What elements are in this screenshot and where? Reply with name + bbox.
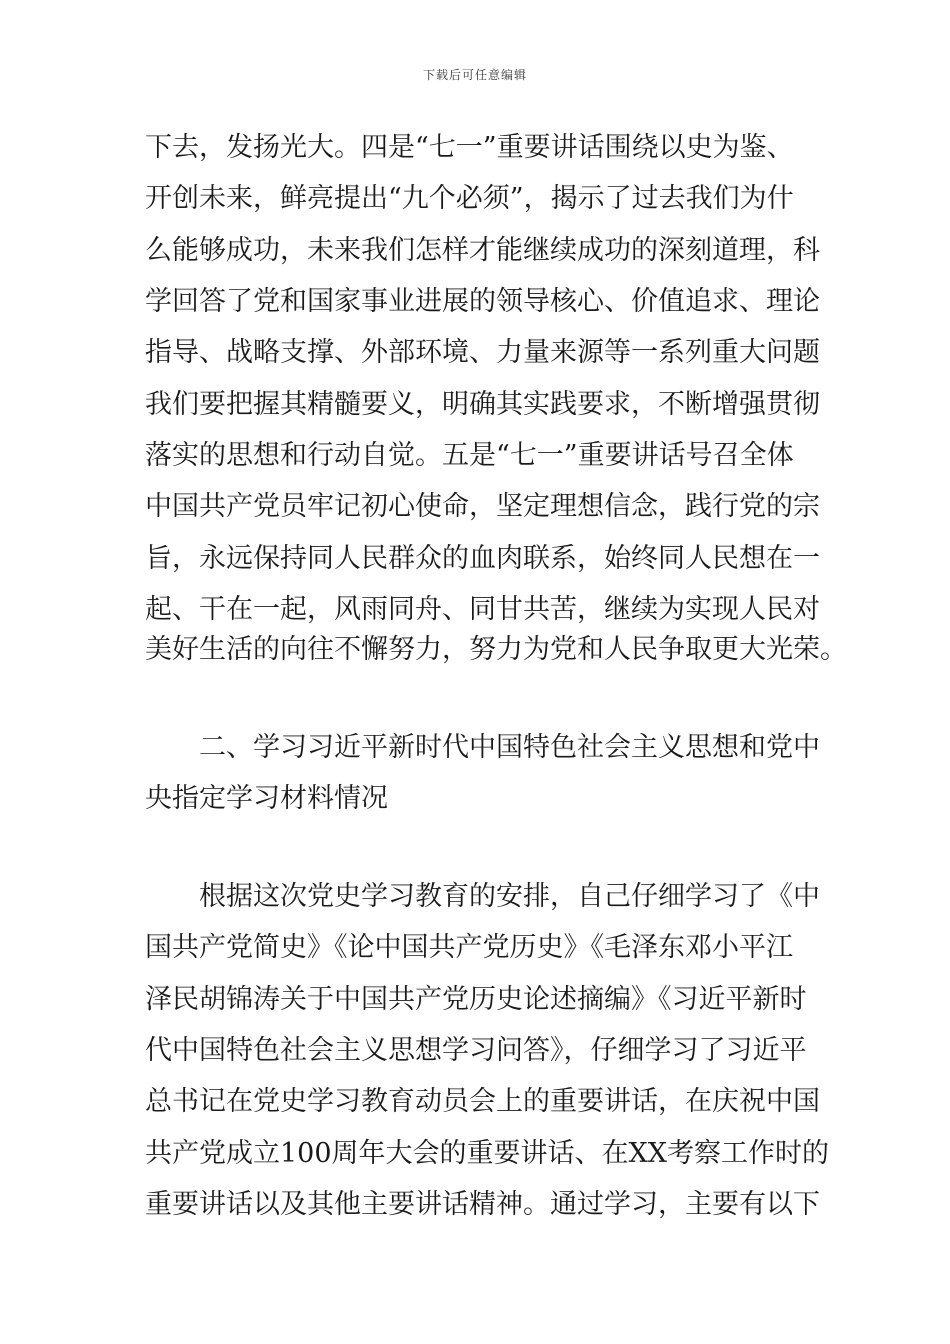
text-line: 泽民胡锦涛关于中国共产党历史论述摘编》《习近平新时 [145, 984, 807, 1015]
text-line: 共产党成立100周年大会的重要讲话、在XX考察工作时的 [145, 1138, 829, 1169]
text-line: 下去，发扬光大。四是“七一”重要讲话围绕以史为鉴、 [145, 132, 794, 163]
page-header: 下载后可任意编辑 [422, 68, 527, 82]
heading-line: 二、学习习近平新时代中国特色社会主义思想和党中 [145, 732, 820, 763]
text-line: 根据这次党史学习教育的安排，自己仔细学习了《中 [145, 881, 820, 912]
text-line: 总书记在党史学习教育动员会上的重要讲话，在庆祝中国 [145, 1086, 820, 1117]
text-line: 么能够成功，未来我们怎样才能继续成功的深刻道理，科 [145, 235, 820, 266]
text-line: 旨，永远保持同人民群众的血肉联系，始终同人民想在一 [145, 543, 820, 574]
text-line: 重要讲话以及其他主要讲话精神。通过学习，主要有以下 [145, 1189, 820, 1220]
text-line: 美好生活的向往不懈努力，努力为党和人民争取更大光荣。 [145, 634, 847, 665]
text-line: 我们要把握其精髓要义，明确其实践要求，不断增强贯彻 [145, 389, 820, 420]
text-line: 开创未来，鲜亮提出“九个必须”，揭示了过去我们为什 [145, 183, 794, 214]
heading-line: 央指定学习材料情况 [145, 783, 388, 814]
text-line: 起、干在一起，风雨同舟、同甘共苦，继续为实现人民对 [145, 594, 820, 625]
text-line: 国共产党简史》《论中国共产党历史》《毛泽东邓小平江 [145, 932, 793, 963]
text-line: 落实的思想和行动自觉。五是“七一”重要讲话号召全体 [145, 440, 794, 471]
text-line: 学回答了党和国家事业进展的领导核心、价值追求、理论 [145, 286, 820, 317]
text-line: 中国共产党员牢记初心使命，坚定理想信念，践行党的宗 [145, 491, 820, 522]
text-line: 代中国特色社会主义思想学习问答》，仔细学习了习近平 [145, 1035, 807, 1066]
text-line: 指导、战略支撑、外部环境、力量来源等一系列重大问题 [145, 337, 820, 368]
